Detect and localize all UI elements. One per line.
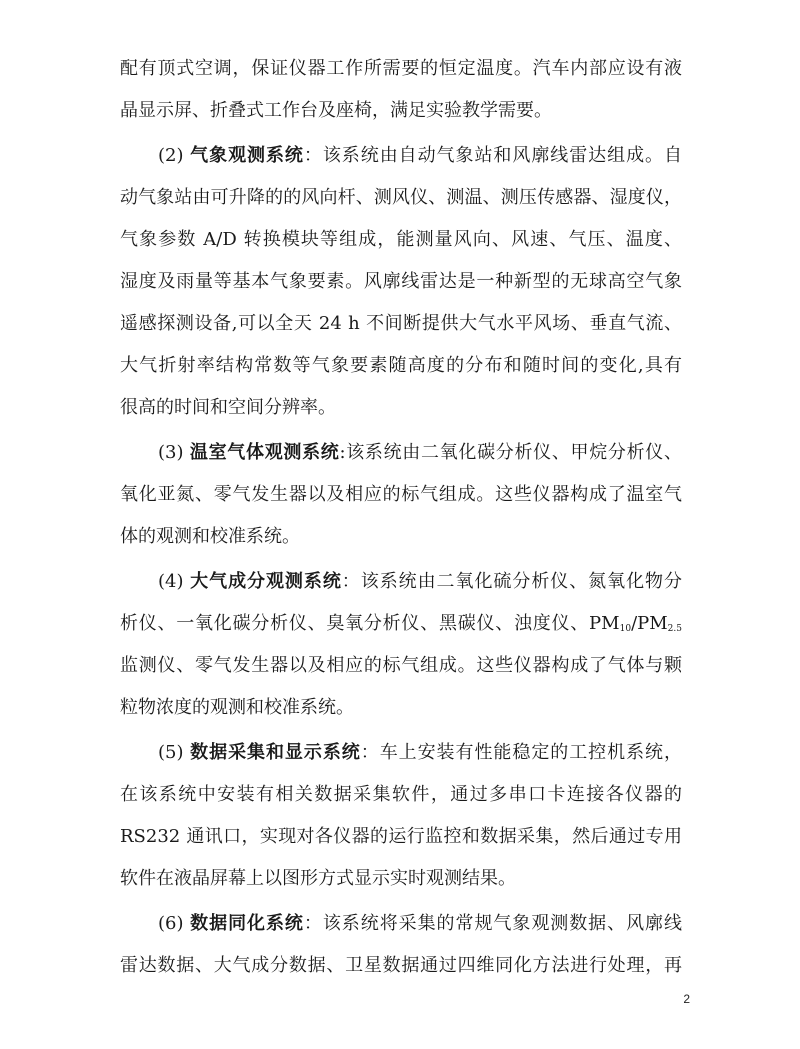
text-line <box>120 177 682 219</box>
line-text: 雷达数据、大气成分数据、卫星数据通过四维同化方法进行处理，再 <box>120 955 682 976</box>
line-text: ：该系统由二氧化硫分析仪、氮氧化物分 <box>341 571 682 592</box>
line-text: 很高的时间和空间分辨率。 <box>120 397 336 418</box>
line-text: 监测仪、零气发生器以及相应的标气组成。这些仪器构成了气体与颗 <box>120 655 682 676</box>
line-text: 体的观测和校准系统。 <box>120 526 300 547</box>
paragraph-data-acquisition-system <box>120 732 682 900</box>
line-text: 配有顶式空调，保证仪器工作所需要的恒定温度。汽车内部应设有液 <box>120 58 682 79</box>
text-line <box>120 603 682 645</box>
text-line <box>120 516 682 558</box>
line-text: 氧化亚氮、零气发生器以及相应的标气组成。这些仪器构成了温室气 <box>120 484 682 505</box>
text-line <box>120 219 682 261</box>
line-text: RS232 通讯口，实现对各仪器的运行监控和数据采集，然后通过专用 <box>120 826 682 847</box>
line-text: 析仪、一氧化碳分析仪、臭氧分析仪、黑碳仪、浊度仪、PM <box>120 613 620 634</box>
item-number: (2) <box>158 145 191 166</box>
section-keyword: 气象观测系统 <box>190 145 304 166</box>
line-text: 遥感探测设备,可以全天 24 h 不间断提供大气水平风场、垂直气流、 <box>120 313 682 334</box>
line-text: ：该系统将采集的常规气象观测数据、风廓线 <box>303 913 682 934</box>
text-line <box>120 687 682 729</box>
line-text: 晶显示屏、折叠式工作台及座椅，满足实验教学需要。 <box>120 100 552 121</box>
section-keyword: 温室气体观测系统 <box>189 442 340 463</box>
text-line <box>120 903 682 945</box>
text-line <box>120 345 682 387</box>
page-number: 2 <box>683 992 690 1006</box>
line-text: 气象参数 A/D 转换模块等组成，能测量风向、风速、气压、温度、 <box>120 229 682 250</box>
subscript-pm10: 10 <box>619 624 632 634</box>
text-line <box>120 645 682 687</box>
item-number: (4) <box>158 571 191 592</box>
text-line <box>120 90 682 132</box>
text-line <box>120 732 682 774</box>
line-text: /PM <box>631 613 668 634</box>
text-line <box>120 135 682 177</box>
line-text: ：车上安装有性能稳定的工控机系统， <box>360 742 682 763</box>
text-line <box>120 474 682 516</box>
section-keyword: 数据同化系统 <box>190 913 304 934</box>
item-number: (6) <box>158 913 191 934</box>
line-text: :该系统由二氧化碳分析仪、甲烷分析仪、 <box>339 442 682 463</box>
line-text: ：该系统由自动气象站和风廓线雷达组成。自 <box>303 145 682 166</box>
paragraph-atmospheric-composition-system <box>120 561 682 729</box>
line-text: 动气象站由可升降的的风向杆、测风仪、测温、测压传感器、湿度仪， <box>120 187 682 208</box>
subscript-pm25: 2.5 <box>667 624 682 634</box>
paragraph-continuation <box>120 48 682 132</box>
text-line <box>120 774 682 816</box>
text-line <box>120 816 682 858</box>
section-keyword: 大气成分观测系统 <box>190 571 342 592</box>
section-keyword: 数据采集和显示系统 <box>190 742 361 763</box>
line-text: 大气折射率结构常数等气象要素随高度的分布和随时间的变化,具有 <box>120 355 682 376</box>
text-line <box>120 261 682 303</box>
line-text: 在该系统中安装有相关数据采集软件，通过多串口卡连接各仪器的 <box>120 784 682 805</box>
item-number: (3) <box>158 442 190 463</box>
text-line <box>120 561 682 603</box>
paragraph-meteorological-system <box>120 135 682 429</box>
item-number: (5) <box>158 742 191 763</box>
line-text: 湿度及雨量等基本气象要素。风廓线雷达是一种新型的无球高空气象 <box>120 271 682 292</box>
text-line <box>120 387 682 429</box>
text-line <box>120 858 682 900</box>
text-line <box>120 48 682 90</box>
text-line <box>120 432 682 474</box>
line-text: 粒物浓度的观测和校准系统。 <box>120 697 354 718</box>
document-body <box>120 48 682 990</box>
line-text: 软件在液晶屏幕上以图形方式显示实时观测结果。 <box>120 868 516 889</box>
paragraph-data-assimilation-system <box>120 903 682 987</box>
paragraph-greenhouse-gas-system <box>120 432 682 558</box>
text-line <box>120 945 682 987</box>
text-line <box>120 303 682 345</box>
